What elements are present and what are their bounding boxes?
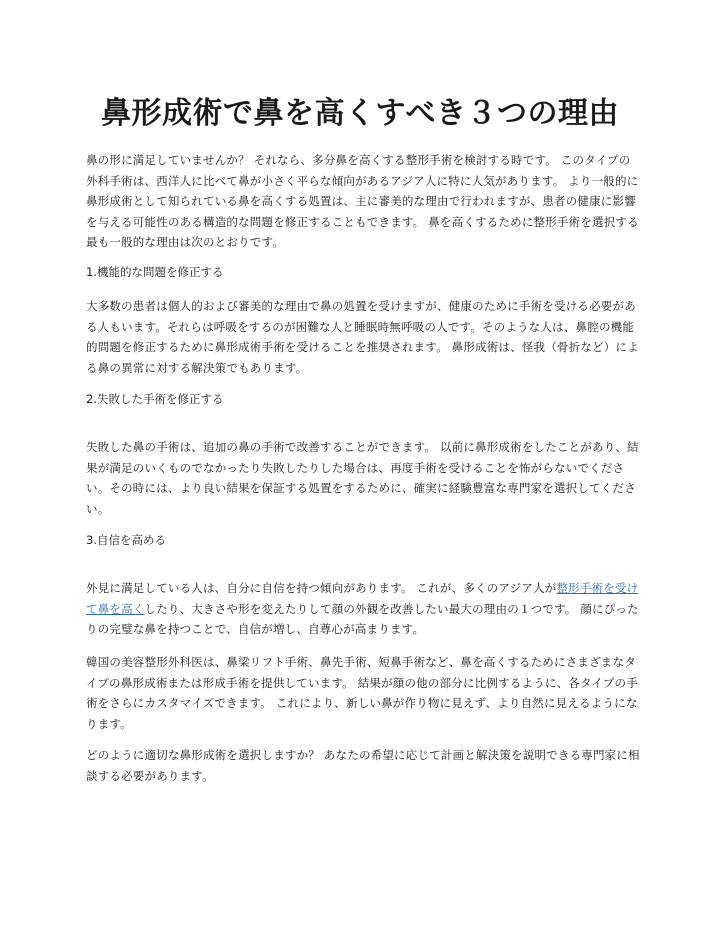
- section-body-1: 大多数の患者は個人的および審美的な理由で鼻の処置を受けますが、健康のために手術を受ける必要がある人もいます。それらは呼吸をするのが困難な人と睡眠時無呼吸の人です。そのような人は、鼻腔の機能的問題を修正するために鼻形成術手術を受けることを推奨されます。 鼻形成術は、怪我（骨折など）による鼻の異常に対する解決策でもあります。: [86, 299, 639, 375]
- body-text: したり、大きさや形を変えたりして顔の外観を改善したい最大の理由の１つです。 顔にぴったりの完璧な鼻を持つことで、自信が増し、自尊心が高まります。: [86, 601, 639, 636]
- section-body-2: 失敗した鼻の手術は、追加の鼻の手術で改善することができます。 以前に鼻形成術をしたことがあり、結果が満足のいくものでなかったり失敗したりした場合は、再度手術を受けることを怖がらないでください。その時には、より良い結果を保証する処置をするために、確実に経験豊富な専門家を選択してください。: [86, 440, 639, 516]
- body-text: 外見に満足している人は、自分に自信を持つ傾向があります。 これが、多くのアジア人が: [86, 581, 557, 595]
- section-body-3: [86, 578, 642, 640]
- section-heading-2: 2.失敗した手術を修正する: [86, 392, 224, 406]
- page-title: 鼻形成術で鼻を高くすべき３つの理由: [101, 96, 619, 131]
- cosmetic-surgery-link[interactable]: 整形手術を受けて鼻を高く: [86, 581, 639, 616]
- korea-paragraph: 韓国の美容整形外科医は、鼻梁リフト手術、鼻先手術、短鼻手術など、鼻を高くするためにさまざまなタイプの鼻形成術または形成手術を提供しています。 結果が顔の他の部分に比例するように、各タイプの手術をさらにカスタマイズできます。 これにより、新しい鼻が作り物に見えず、より自然に見えるようになります。: [86, 655, 638, 731]
- section-heading-3: 3.自信を高める: [86, 533, 166, 547]
- final-paragraph: どのように適切な鼻形成術を選択しますか？ あなたの希望に応じて計画と解決策を説明できる専門家に相談する必要があります。: [86, 748, 640, 783]
- section-heading-1: 1.機能的な問題を修正する: [86, 265, 224, 279]
- intro-paragraph: 鼻の形に満足していませんか？ それなら、多分鼻を高くする整形手術を検討する時です。 このタイプの外科手術は、西洋人に比べて鼻が小さく平らな傾向があるアジア人に特に人気があります。 より一般的に鼻形成術として知られている鼻を高くする処置は、主に審美的な理由で行われますが、患者の健康に影響を与える可能性のある構造的な問題を修正することもできます。 鼻を高くするために整形手術を選択する最も一般的な理由は次のとおりです。: [86, 153, 639, 249]
